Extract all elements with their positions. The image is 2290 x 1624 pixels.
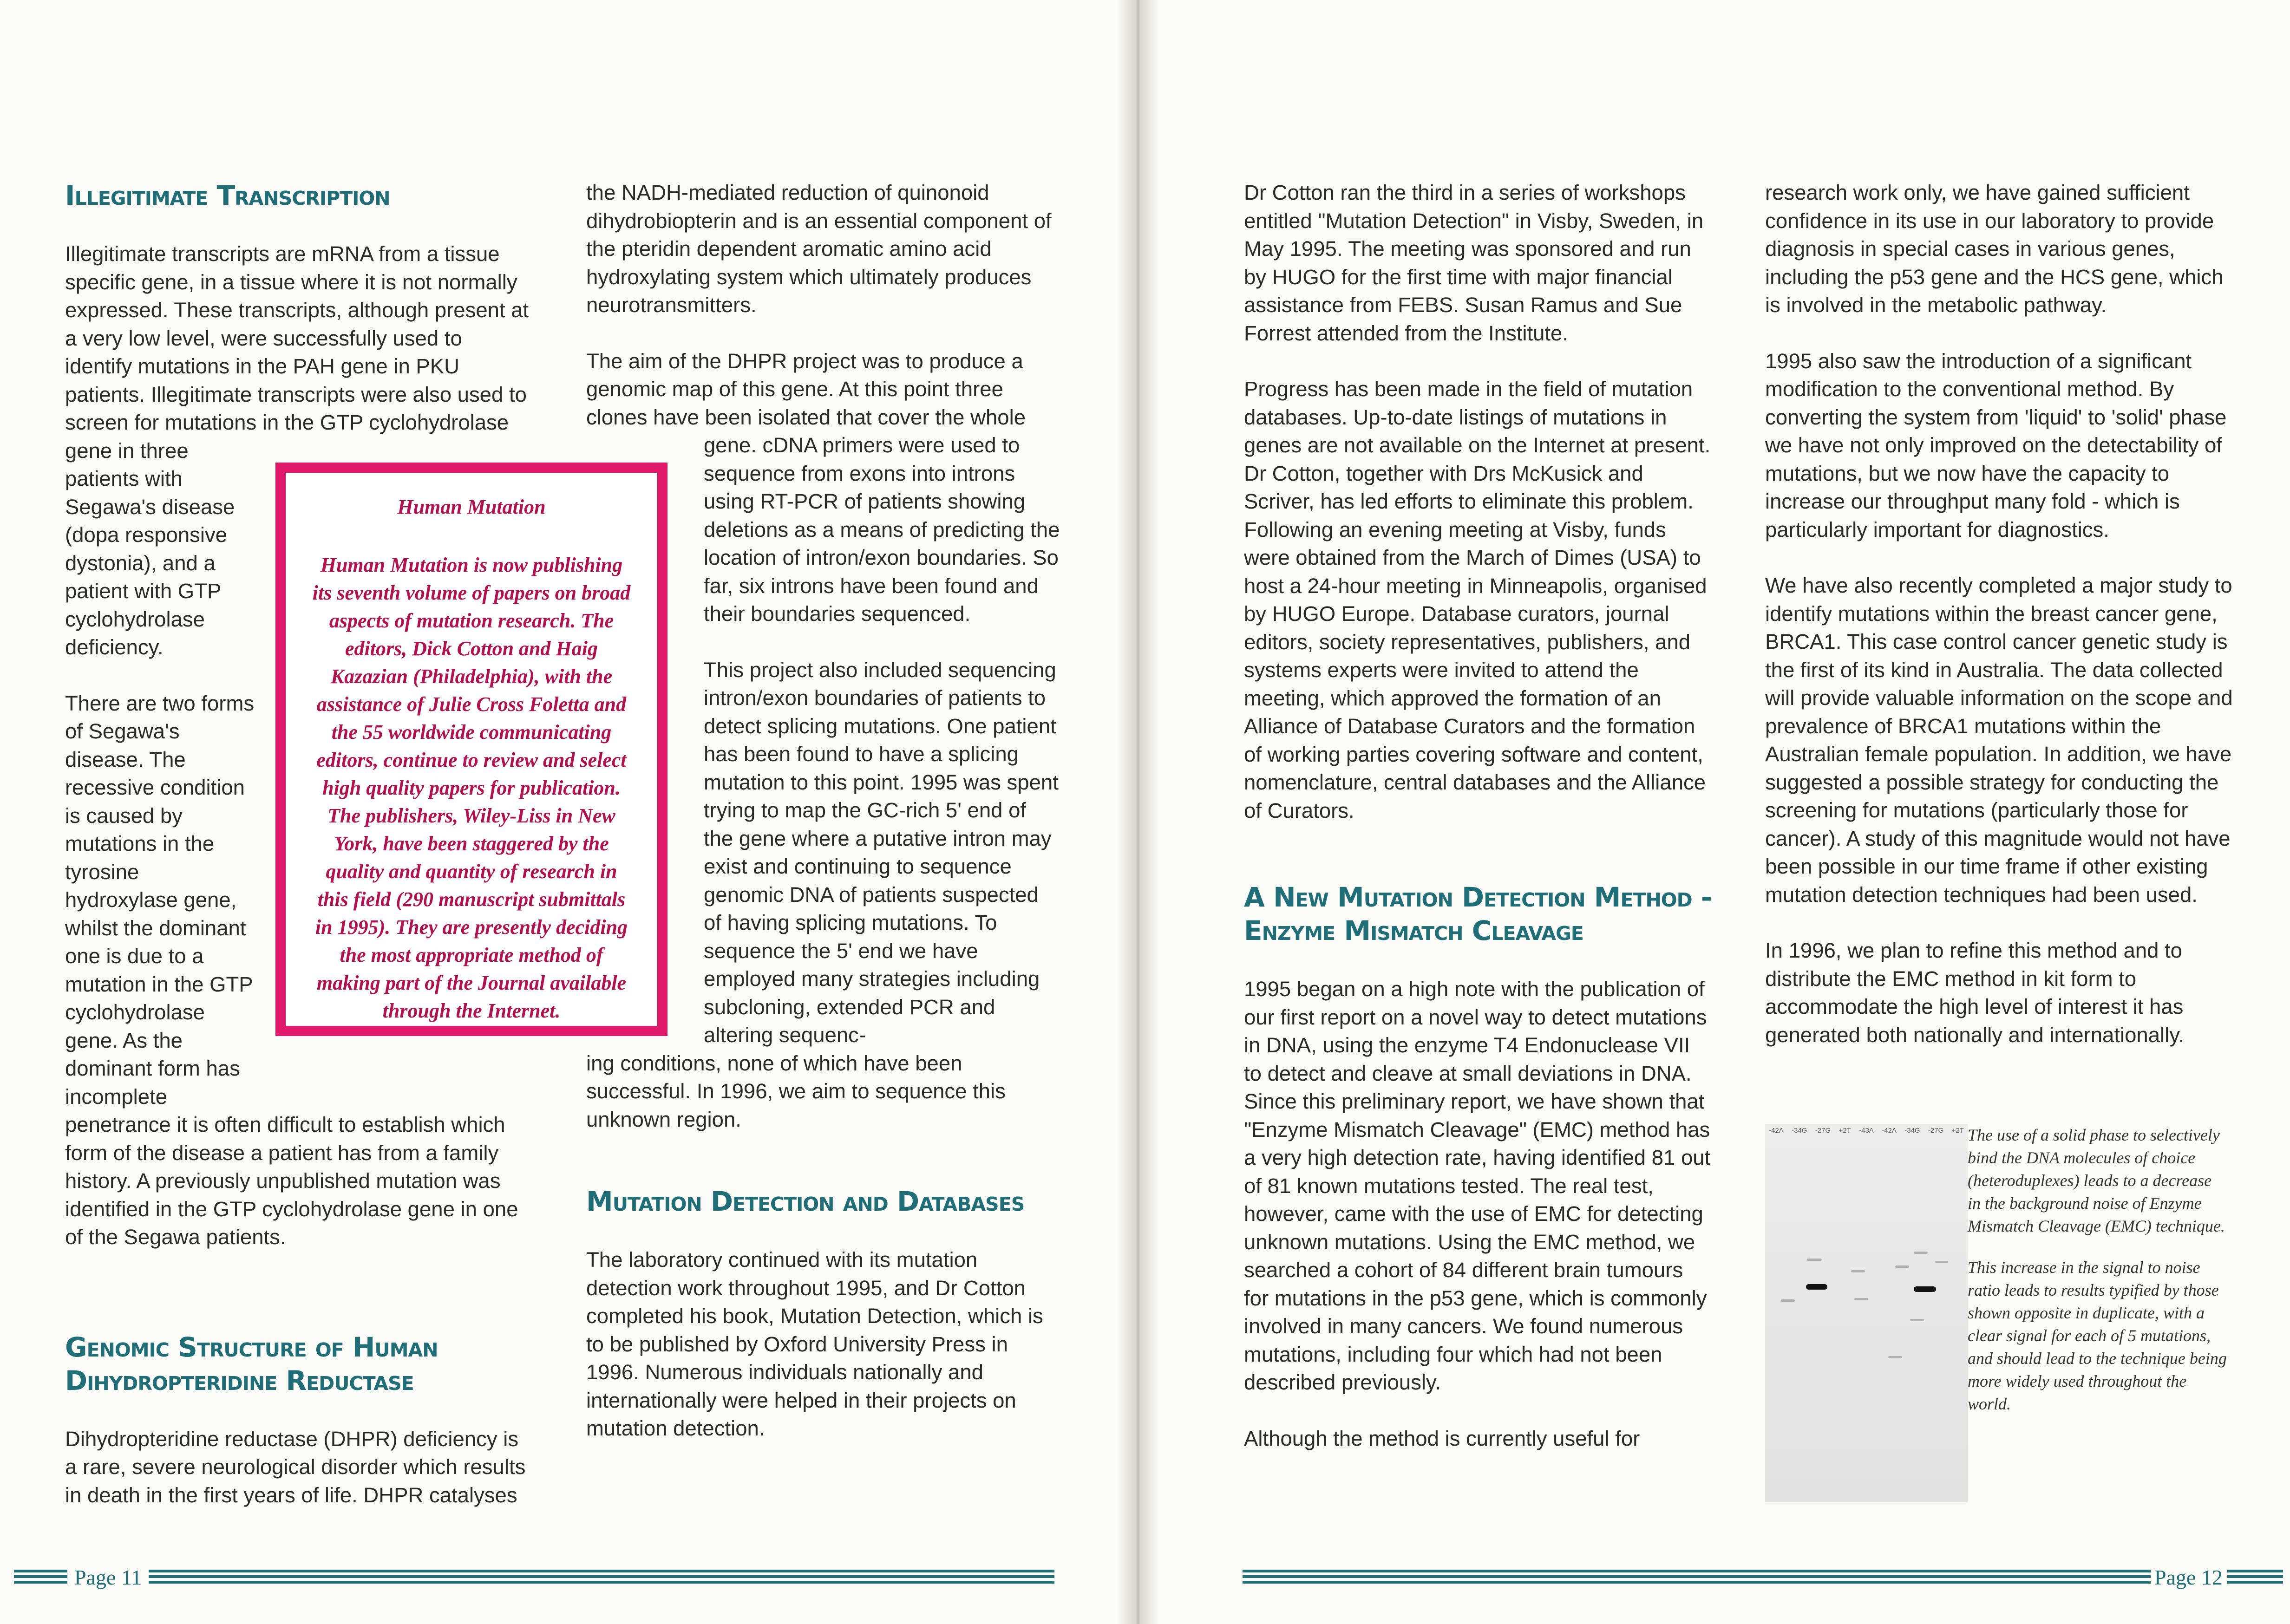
paragraph: Illegitimate transcripts are mRNA from a tissue specific gene, in a tissue where it is not normally expressed. These transcripts, although present at a very low level, were successfully used to identify mutations in the PAH gene in PKU patients. Illegitimate transcripts were also used to screen for mutations in the GTP cyclohydrolase xyxy=(65,242,529,434)
gel-band xyxy=(1914,1286,1936,1292)
paragraph: 1995 also saw the introduction of a significant modification to the conventional method. By converting the system from 'liquid' to 'solid' phase we have not only improved on the detectability of mutations, but we now have the capacity to increase our throughput many fold - which is particularly important for diagnostics. xyxy=(1765,349,2227,541)
paragraph: Dr Cotton ran the third in a series of workshops entitled "Mutation Detection" in Visby, Sweden, in May 1995. The meeting was sponsored and run by HUGO for the first time with major financial assistance from FEBS. Susan Ramus and Sue Forrest attended from the Institute. xyxy=(1244,181,1704,345)
lane-label: +2T xyxy=(1951,1127,1964,1135)
sidebar-title: Human Mutation xyxy=(397,496,546,518)
heading-new-mutation-detection-method: A New Mutation Detection Method - Enzyme Mismatch Cleavage xyxy=(1244,881,1712,946)
heading-illegitimate-transcription: Illegitimate Transcription xyxy=(65,180,390,211)
left-footer-rule-long xyxy=(149,1570,1054,1584)
paragraph: Dihydropteridine reductase (DHPR) deficiency is a rare, severe neurological disorder which results in death in the first years of life. DHPR catalyses xyxy=(65,1427,526,1507)
caption-paragraph: The use of a solid phase to selectively bind the DNA molecules of choice (heteroduplexes) leads to a decrease in the background noise of Enzyme Mismatch Cleavage (EMC) technique. xyxy=(1968,1126,2225,1235)
right-footer-rule-long xyxy=(1243,1570,2151,1584)
lane-label: +2T xyxy=(1839,1127,1851,1135)
wrapped-text xyxy=(704,431,1060,1050)
heading-genomic-structure: Genomic Structure of Human Dihydropteridine Reductase xyxy=(65,1331,438,1396)
paragraph: the NADH-mediated reduction of quinonoid dihydrobiopterin and is an essential component of the pteridin dependent aromatic amino acid hydroxylating system which ultimately produces neurotransmitters. xyxy=(586,181,1052,317)
paragraph: ing conditions, none of which have been successful. In 1996, we aim to sequence this unknown region. xyxy=(586,1051,1006,1131)
paragraph: Although the method is currently useful for xyxy=(1244,1426,1640,1450)
gel-electrophoresis-image xyxy=(1765,1124,1968,1502)
gel-band xyxy=(1806,1284,1827,1290)
paragraph: In 1996, we plan to refine this method and to distribute the EMC method in kit form to accommodate the high level of interest it has generated both nationally and internationally. xyxy=(1765,939,2185,1047)
paragraph: There are two forms of Segawa's disease. The recessive condition is caused by mutations in the tyrosine hydroxylase gene, whilst the dominant one is due to a mutation in the GTP cyclohydrolase gene. As the dominant form has incomplete xyxy=(65,691,255,1109)
figure-caption xyxy=(1968,1124,2228,1434)
paragraph: gene in three patients with Segawa's disease (dopa responsive dystonia), and a patient with GTP cyclohydrolase deficiency. xyxy=(65,438,235,659)
paragraph: gene. cDNA primers were used to sequence from exons into introns using RT-PCR of patients showing deletions as a means of predicting the location of intron/exon boundaries. So far, six introns have been found and their boundaries sequenced. xyxy=(704,433,1060,626)
paragraph: penetrance it is often difficult to establish which form of the disease a patient has from a family history. A previously unpublished mutation was identified in the GTP cyclohydrolase gene in one of the Segawa patients. xyxy=(65,1113,518,1249)
lane-labels xyxy=(1765,1127,1968,1135)
left-column-2 xyxy=(586,179,1060,1471)
paragraph: Progress has been made in the field of mutation databases. Up-to-date listings of mutations in genes are not available on the Internet at present. Dr Cotton, together with Drs McKusick and Scriver, has led efforts to eliminate this problem. Following an evening meeting at Visby, funds were obtained from the March of Dimes (USA) to host a 24-hour meeting in Minneapolis, organised by HUGO Europe. Database curators, journal editors, society representatives, publishers, and systems experts were invited to attend the meeting, which approved the formation of an Alliance of Database Curators and the formation of working parties covering software and content, nomenclature, central databases and the Alliance of Curators. xyxy=(1244,377,1711,822)
lane-label: -27G xyxy=(1928,1127,1944,1135)
heading-mutation-detection-databases: Mutation Detection and Databases xyxy=(586,1186,1025,1217)
right-column-1 xyxy=(1244,179,1713,1481)
lane-label: -27G xyxy=(1815,1127,1831,1135)
paragraph: 1995 began on a high note with the publication of our first report on a novel way to detect mutations in DNA, using the enzyme T4 Endonuclease VII to detect and cleave at small deviations in DNA. Since this preliminary report, we have shown that "Enzyme Mismatch Cleavage" (EMC) method has a very high detection rate, having identified 81 out of 81 known mutations tested. The real test, however, came with the use of EMC for detecting unknown mutations. Using the EMC method, we searched a cohort of 84 different brain tumours for mutations in the p53 gene, which is commonly involved in many cancers. We found numerous mutations, including four which had not been described previously. xyxy=(1244,977,1711,1394)
paragraph: The aim of the DHPR project was to produce a genomic map of this gene. At this point three clones have been isolated that cover the whole xyxy=(586,349,1026,429)
wrapped-text xyxy=(65,437,255,1111)
lane-label: -43A xyxy=(1859,1127,1874,1135)
lane-label: -42A xyxy=(1769,1127,1784,1135)
caption-paragraph: This increase in the signal to noise ratio leads to results typified by those shown opposite in duplicate, with a clear signal for each of 5 mutations, and should lead to the technique being more widely used throughout the world. xyxy=(1968,1258,2227,1413)
left-footer-rule-short xyxy=(14,1570,67,1584)
right-footer-rule-short xyxy=(2227,1570,2283,1584)
right-column-2 xyxy=(1765,179,2234,1077)
paragraph: We have also recently completed a major study to identify mutations within the breast cancer gene, BRCA1. This case control cancer genetic study is the first of its kind in Australia. The data collected will provide valuable information on the scope and prevalence of BRCA1 mutations within the Australian female population. In addition, we have suggested a possible strategy for conducting the screening for mutations (particularly those for cancer). A study of this magnitude would not have been possible in our time frame if other existing mutation detection techniques had been used. xyxy=(1765,574,2233,907)
lane-label: -42A xyxy=(1882,1127,1897,1135)
lane-label: -34G xyxy=(1904,1127,1920,1135)
paragraph: research work only, we have gained sufficient confidence in its use in our laboratory to provide diagnosis in special cases in various genes, including the p53 gene and the HCS gene, which is involved in the metabolic pathway. xyxy=(1765,181,2224,317)
page-number-left: Page 11 xyxy=(74,1565,142,1589)
book-gutter xyxy=(1117,0,1159,1624)
page-number-right: Page 12 xyxy=(2154,1565,2223,1589)
paragraph: The laboratory continued with its mutation detection work throughout 1995, and Dr Cotton completed his book, Mutation Detection, which is to be published by Oxford University Press in 1996. Numerous individuals nationally and internationally were helped in their projects on mutation detection. xyxy=(586,1248,1043,1440)
sidebar-body: Human Mutation is now publishing its seventh volume of papers on broad aspects of mutation research. The editors, Dick Cotton and Haig Kazazian (Philadelphia), with the assistance of Julie Cross Foletta and the 55 worldwide communicating editors, continue to review and select high quality papers for publication. The publishers, Wiley-Liss in New York, have been staggered by the quality and quantity of research in this field (290 manuscript submittals in 1995). They are presently deciding the most appropriate method of making part of the Journal available through the Internet. xyxy=(312,554,631,1022)
lane-label: -34G xyxy=(1792,1127,1807,1135)
paragraph: This project also included sequencing intron/exon boundaries of patients to detect splicing mutations. One patient has been found to have a splicing mutation to this point. 1995 was spent trying to map the GC-rich 5' end of the gene where a putative intron may exist and continuing to sequence genomic DNA of patients suspected of having splicing mutations. To sequence the 5' end we have employed many strategies including subcloning, extended PCR and altering sequenc- xyxy=(704,658,1059,1047)
